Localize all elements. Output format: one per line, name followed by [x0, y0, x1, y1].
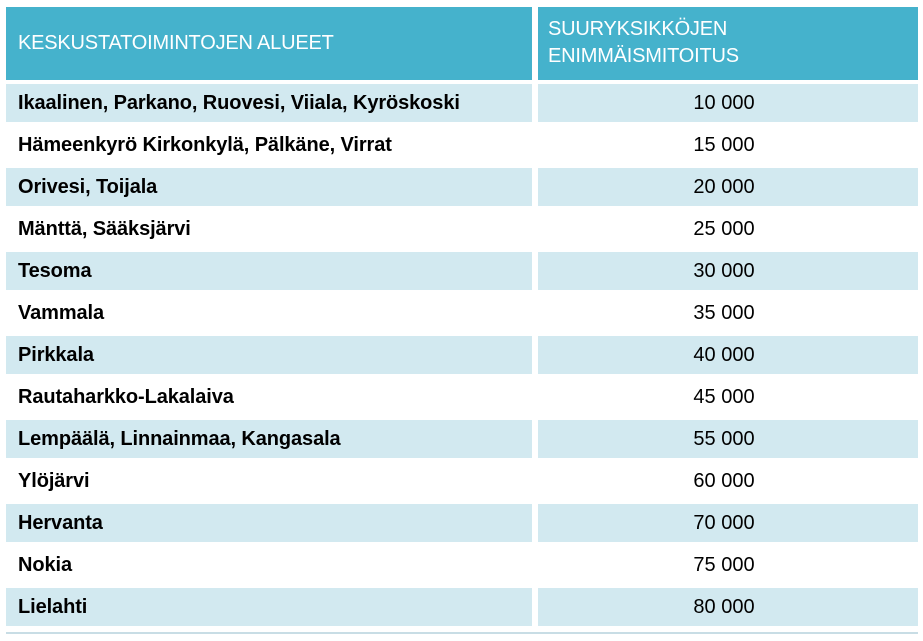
area-cell: Tesoma — [6, 252, 532, 290]
value-cell: 60 000 — [538, 462, 918, 500]
table-header — [6, 7, 918, 80]
value-cell: 70 000 — [538, 504, 918, 542]
table-row — [6, 294, 918, 332]
value-cell: 75 000 — [538, 546, 918, 584]
value-cell: 35 000 — [538, 294, 918, 332]
area-cell: Hervanta — [6, 504, 532, 542]
area-cell: Hämeenkyrö Kirkonkylä, Pälkäne, Virrat — [6, 126, 532, 164]
table-row — [6, 168, 918, 206]
table-row — [6, 210, 918, 248]
header-area: KESKUSTATOIMINTOJEN ALUEET — [6, 7, 532, 80]
area-cell: Ikaalinen, Parkano, Ruovesi, Viiala, Kyröskoski — [6, 84, 532, 122]
table-row — [6, 126, 918, 164]
table-row — [6, 504, 918, 542]
table-row — [6, 546, 918, 584]
area-cell: Orivesi, Toijala — [6, 168, 532, 206]
table-row — [6, 420, 918, 458]
area-cell: Ylöjärvi — [6, 462, 532, 500]
value-cell: 45 000 — [538, 378, 918, 416]
area-cell: Mänttä, Sääksjärvi — [6, 210, 532, 248]
value-cell: 55 000 — [538, 420, 918, 458]
area-cell: Rautaharkko-Lakalaiva — [6, 378, 532, 416]
table-row — [6, 462, 918, 500]
value-cell: 30 000 — [538, 252, 918, 290]
table-row — [6, 336, 918, 374]
table-row — [6, 84, 918, 122]
table-row — [6, 378, 918, 416]
area-cell: Lempäälä, Linnainmaa, Kangasala — [6, 420, 532, 458]
header-max-size — [538, 7, 918, 80]
table-row — [6, 588, 918, 626]
value-cell: 20 000 — [538, 168, 918, 206]
value-cell: 10 000 — [538, 84, 918, 122]
value-cell: 15 000 — [538, 126, 918, 164]
area-cell: Lielahti — [6, 588, 532, 626]
value-cell: 80 000 — [538, 588, 918, 626]
table-row — [6, 252, 918, 290]
sizing-table — [6, 7, 918, 630]
area-cell: Vammala — [6, 294, 532, 332]
area-cell: Pirkkala — [6, 336, 532, 374]
area-cell: Nokia — [6, 546, 532, 584]
value-cell: 40 000 — [538, 336, 918, 374]
table-bottom-divider — [6, 632, 918, 634]
header-max-size-line1: SUURYKSIKKÖJEN — [548, 18, 728, 40]
header-max-size-line2: ENIMMÄISMITOITUS — [548, 45, 739, 67]
value-cell: 25 000 — [538, 210, 918, 248]
